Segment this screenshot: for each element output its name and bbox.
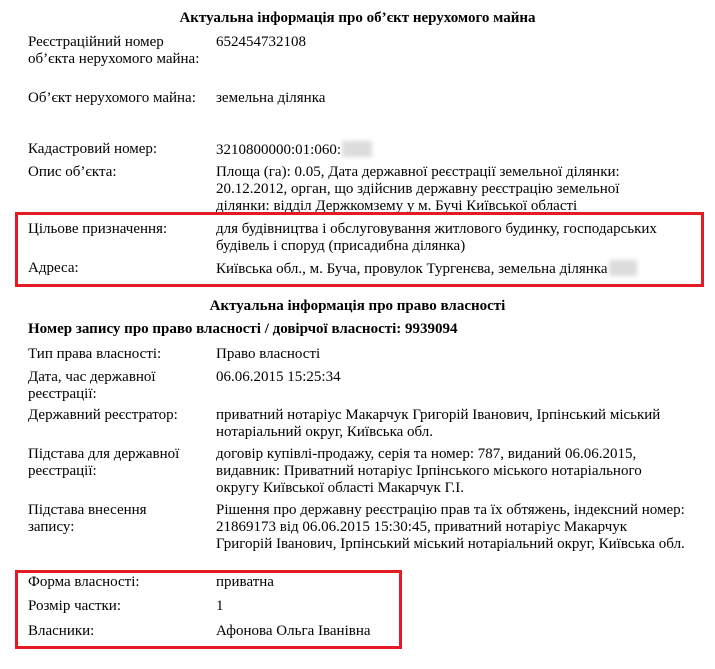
- label: Кадастровий номер:: [28, 141, 158, 157]
- redaction-blur: [609, 260, 637, 276]
- cadastral-text: 3210800000:01:060:: [216, 142, 342, 158]
- value: Рішення про державну реєстрацію прав та їх обтяжень, індексний номер: 21869173 від 06.06.2015 15:30:45, приватний нотаріус Макарчук Григорій Іванович, Ірпінський міський нотаріальний округ, Київська обл.: [216, 502, 685, 552]
- value: земельна ділянка: [216, 90, 326, 106]
- value: приватна: [216, 574, 274, 590]
- value: 06.06.2015 15:25:34: [216, 369, 341, 385]
- section-title-ownership: Актуальна інформація про право власності: [209, 298, 506, 314]
- value: 1: [216, 598, 224, 614]
- redaction-blur: [342, 141, 372, 157]
- label: Реєстраційний номер об’єкта нерухомого майна:: [28, 34, 200, 67]
- label: Тип права власності:: [28, 346, 162, 362]
- label: Дата, час державної реєстрації:: [28, 369, 156, 402]
- value: Афонова Ольга Іванівна: [216, 623, 371, 639]
- value: приватний нотаріус Макарчук Григорій Іванович, Ірпінський міський нотаріальний округ, Київська обл.: [216, 407, 661, 440]
- value: [216, 260, 696, 278]
- label: Опис об’єкта:: [28, 164, 117, 180]
- record-number-heading: Номер запису про право власності / довірчої власності: 9939094: [28, 321, 458, 337]
- value: договір купівлі-продажу, серія та номер: 787, виданий 06.06.2015, видавник: Приватний нотаріус Ірпінського міського нотаріального округу Київської області Макарчук Г.І.: [216, 446, 642, 496]
- value: Право власності: [216, 346, 321, 362]
- label: Об’єкт нерухомого майна:: [28, 90, 196, 106]
- label: Форма власності:: [28, 574, 140, 590]
- value: [216, 141, 686, 159]
- label: Підстава для державної реєстрації:: [28, 446, 180, 479]
- label: Власники:: [28, 623, 95, 639]
- value: 652454732108: [216, 34, 306, 50]
- label: Адреса:: [28, 260, 79, 276]
- section-title-object: Актуальна інформація про об’єкт нерухомого майна: [179, 10, 536, 26]
- label: Розмір частки:: [28, 598, 121, 614]
- value: для будівництва і обслуговування житлового будинку, господарських будівель і споруд (присадибна ділянка): [216, 221, 657, 254]
- label: Підстава внесення запису:: [28, 502, 147, 535]
- value: Площа (га): 0.05, Дата державної реєстрації земельної ділянки: 20.12.2012, орган, що здійснив державну реєстрацію земельної ділянки: відділ Держкомзему у м. Бучі Київської області: [216, 164, 620, 214]
- address-text: Київська обл., м. Буча, провулок Тургенєва, земельна ділянка: [216, 261, 608, 277]
- label: Державний реєстратор:: [28, 407, 178, 423]
- label: Цільове призначення:: [28, 221, 168, 237]
